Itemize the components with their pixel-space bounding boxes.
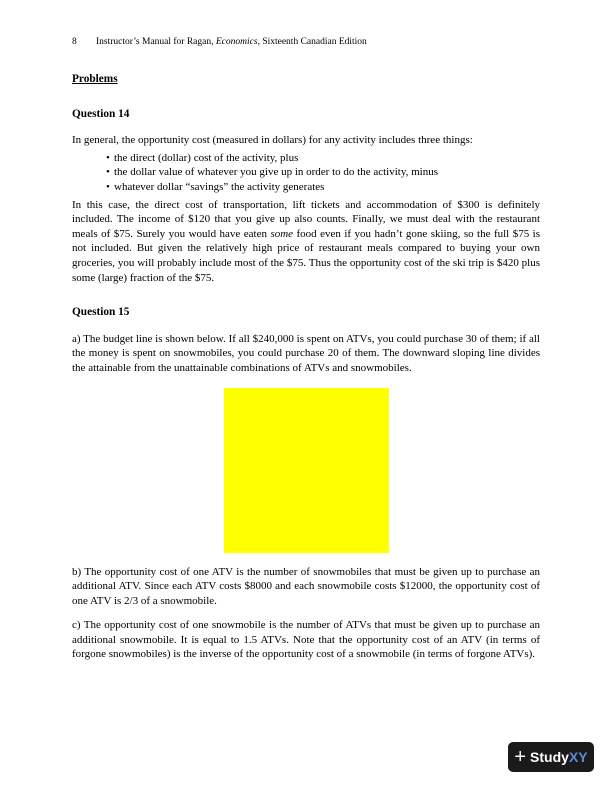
question-15-part-c: c) The opportunity cost of one snowmobile is the number of ATVs that must be given up to purchase an additional snowmobile. It is equal to 1.5 ATVs. Note that the opportunity cost of an ATV (in terms of forgone snowmobiles) is the inverse of the opportunity cost of a snowmobile (in terms of forgone ATVs). — [72, 619, 540, 661]
question-14-heading: Question 14 — [72, 107, 130, 120]
section-title: Problems — [72, 73, 118, 85]
q14-body-part1: In this case, the direct cost of transportation, lift tickets and accommodation of $300 is definitely included. The income of $120 that you give up also counts. Finally, we must deal with the restaurant meals of $75. Surely you would have eaten — [72, 198, 540, 240]
question-15-part-a: a) The budget line is shown below. If all $240,000 is spent on ATVs, you could purchase 30 of them; if all the money is spent on snowmobiles, you could purchase 20 of them. The downward sloping line divides the attainable from the unattainable combinations of ATVs and snowmobiles. — [72, 332, 540, 374]
budget-line-figure-placeholder — [224, 388, 389, 553]
header-prefix: Instructor’s Manual for Ragan, — [96, 37, 216, 47]
list-item: • whatever dollar “savings” the activity generates — [106, 180, 540, 195]
brand-accent: XY — [568, 749, 588, 765]
question-14-intro: In general, the opportunity cost (measured in dollars) for any activity includes three things: — [72, 134, 473, 147]
question-15-part-b: b) The opportunity cost of one ATV is the number of snowmobiles that must be given up to purchase an additional ATV. Since each ATV costs $8000 and each snowmobile costs $12000, the opportunity cost of one ATV is 2/3 of a snowmobile. — [72, 565, 540, 607]
list-item: • the dollar value of whatever you give up in order to do the activity, minus — [106, 165, 540, 180]
running-header — [72, 37, 367, 47]
opportunity-cost-list — [72, 151, 540, 195]
plus-icon: + — [514, 746, 527, 768]
brand-main: Study — [530, 749, 569, 765]
q14-body-part2: food even if you hadn’t gone skiing, so the full $75 is not included. But given the relatively high price of restaurant meals compared to buying your own groceries, you will probably include most of the $75. Thus the opportunity cost of the ski trip is $420 plus some (large) fraction of the $75. — [72, 227, 540, 284]
page-content — [72, 72, 540, 662]
list-item: • the direct (dollar) cost of the activity, plus — [106, 151, 540, 166]
header-book-title: Economics — [215, 37, 258, 47]
q14-body-emphasis: some — [270, 227, 294, 240]
page-number: 8 — [72, 37, 77, 47]
question-15-heading: Question 15 — [72, 306, 130, 319]
header-suffix: , Sixteenth Canadian Edition — [257, 37, 367, 47]
studyxy-watermark — [508, 742, 594, 772]
question-14-body — [72, 198, 540, 286]
